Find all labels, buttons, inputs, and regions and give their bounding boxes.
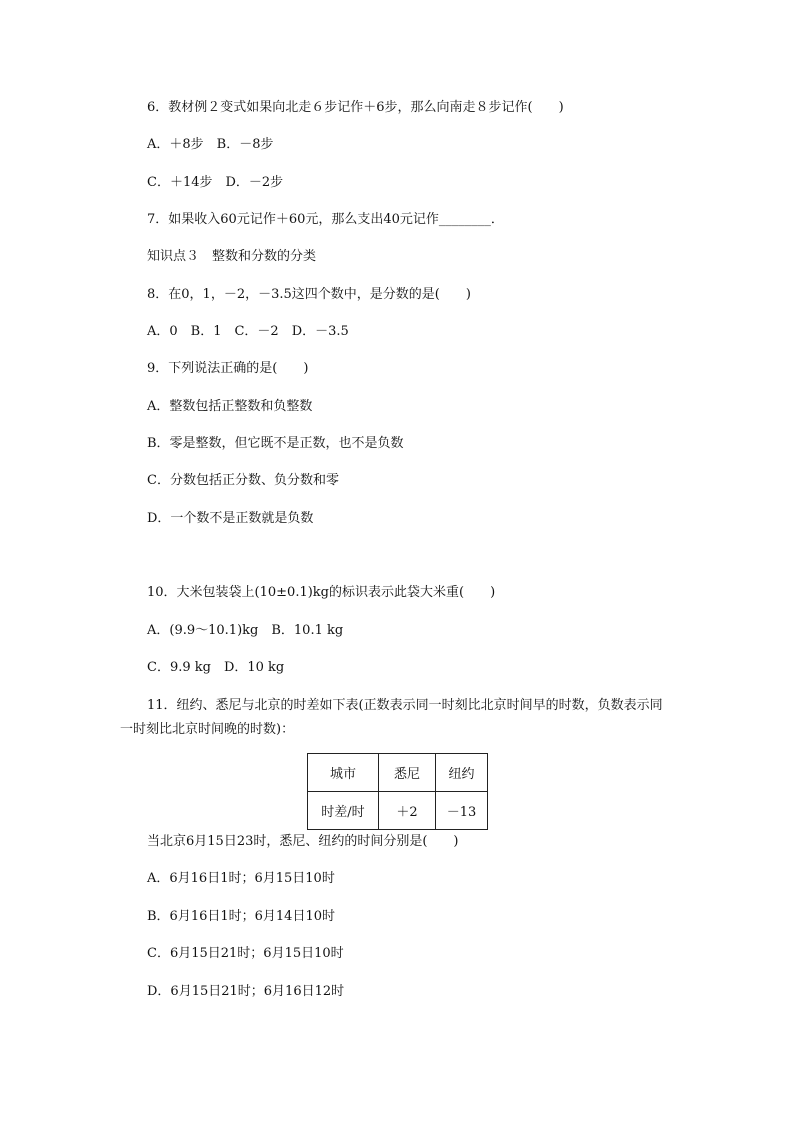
- q7-stem: 7．如果收入60元记作＋60元，那么支出40元记作________．: [147, 212, 504, 227]
- q11-question: 当北京6月15日23时，悉尼、纽约的时间分别是( ): [147, 834, 459, 849]
- q11-option-a: A．6月16日1时；6月15日10时: [147, 871, 335, 886]
- table-cell: ＋2: [379, 792, 436, 830]
- table-row: [308, 792, 488, 830]
- timezone-table: [307, 753, 488, 830]
- q8-stem: 8．在0，1，－2，－3.5这四个数中，是分数的是( ): [147, 287, 471, 302]
- q10-stem: 10．大米包装袋上(10±0.1)kg的标识表示此袋大米重( ): [147, 585, 496, 600]
- table-cell: 纽约: [436, 754, 488, 792]
- table-row: [308, 754, 488, 792]
- table-cell: －13: [436, 792, 488, 830]
- q11-option-c: C．6月15日21时；6月15日10时: [147, 946, 344, 961]
- q10-options-ab: A．(9.9～10.1)kg B．10.1 kg: [147, 623, 344, 638]
- q6-stem: 6．教材例２变式如果向北走６步记作＋6步，那么向南走８步记作( ): [147, 100, 564, 115]
- q9-option-d: D．一个数不是正数就是负数: [147, 511, 314, 526]
- q10-options-cd: C．9.9 kg D．10 kg: [147, 660, 285, 675]
- q11-option-b: B．6月16日1时；6月14日10时: [147, 909, 335, 924]
- table-cell: 悉尼: [379, 754, 436, 792]
- table-cell: 时差/时: [308, 792, 379, 830]
- q9-option-a: A．整数包括正整数和负整数: [147, 399, 313, 414]
- q6-options-ab: A．＋8步 B．－8步: [147, 137, 274, 152]
- q9-option-b: B．零是整数，但它既不是正数，也不是负数: [147, 436, 404, 451]
- q9-stem: 9．下列说法正确的是( ): [147, 361, 309, 376]
- table-cell: 城市: [308, 754, 379, 792]
- section-heading-3: 知识点３ 整数和分数的分类: [147, 249, 317, 264]
- q11-stem: 11．纽约、悉尼与北京的时差如下表(正数表示同一时刻比北京时间早的时数，负数表示同一时刻比北京时间晚的时数)：: [120, 698, 663, 737]
- q11-option-d: D．6月15日21时；6月16日12时: [147, 984, 345, 999]
- q8-options: A．0 B．1 C．－2 D．－3.5: [147, 324, 349, 339]
- q9-option-c: C．分数包括正分数、负分数和零: [147, 473, 339, 488]
- q6-options-cd: C．＋14步 D．－2步: [147, 175, 284, 190]
